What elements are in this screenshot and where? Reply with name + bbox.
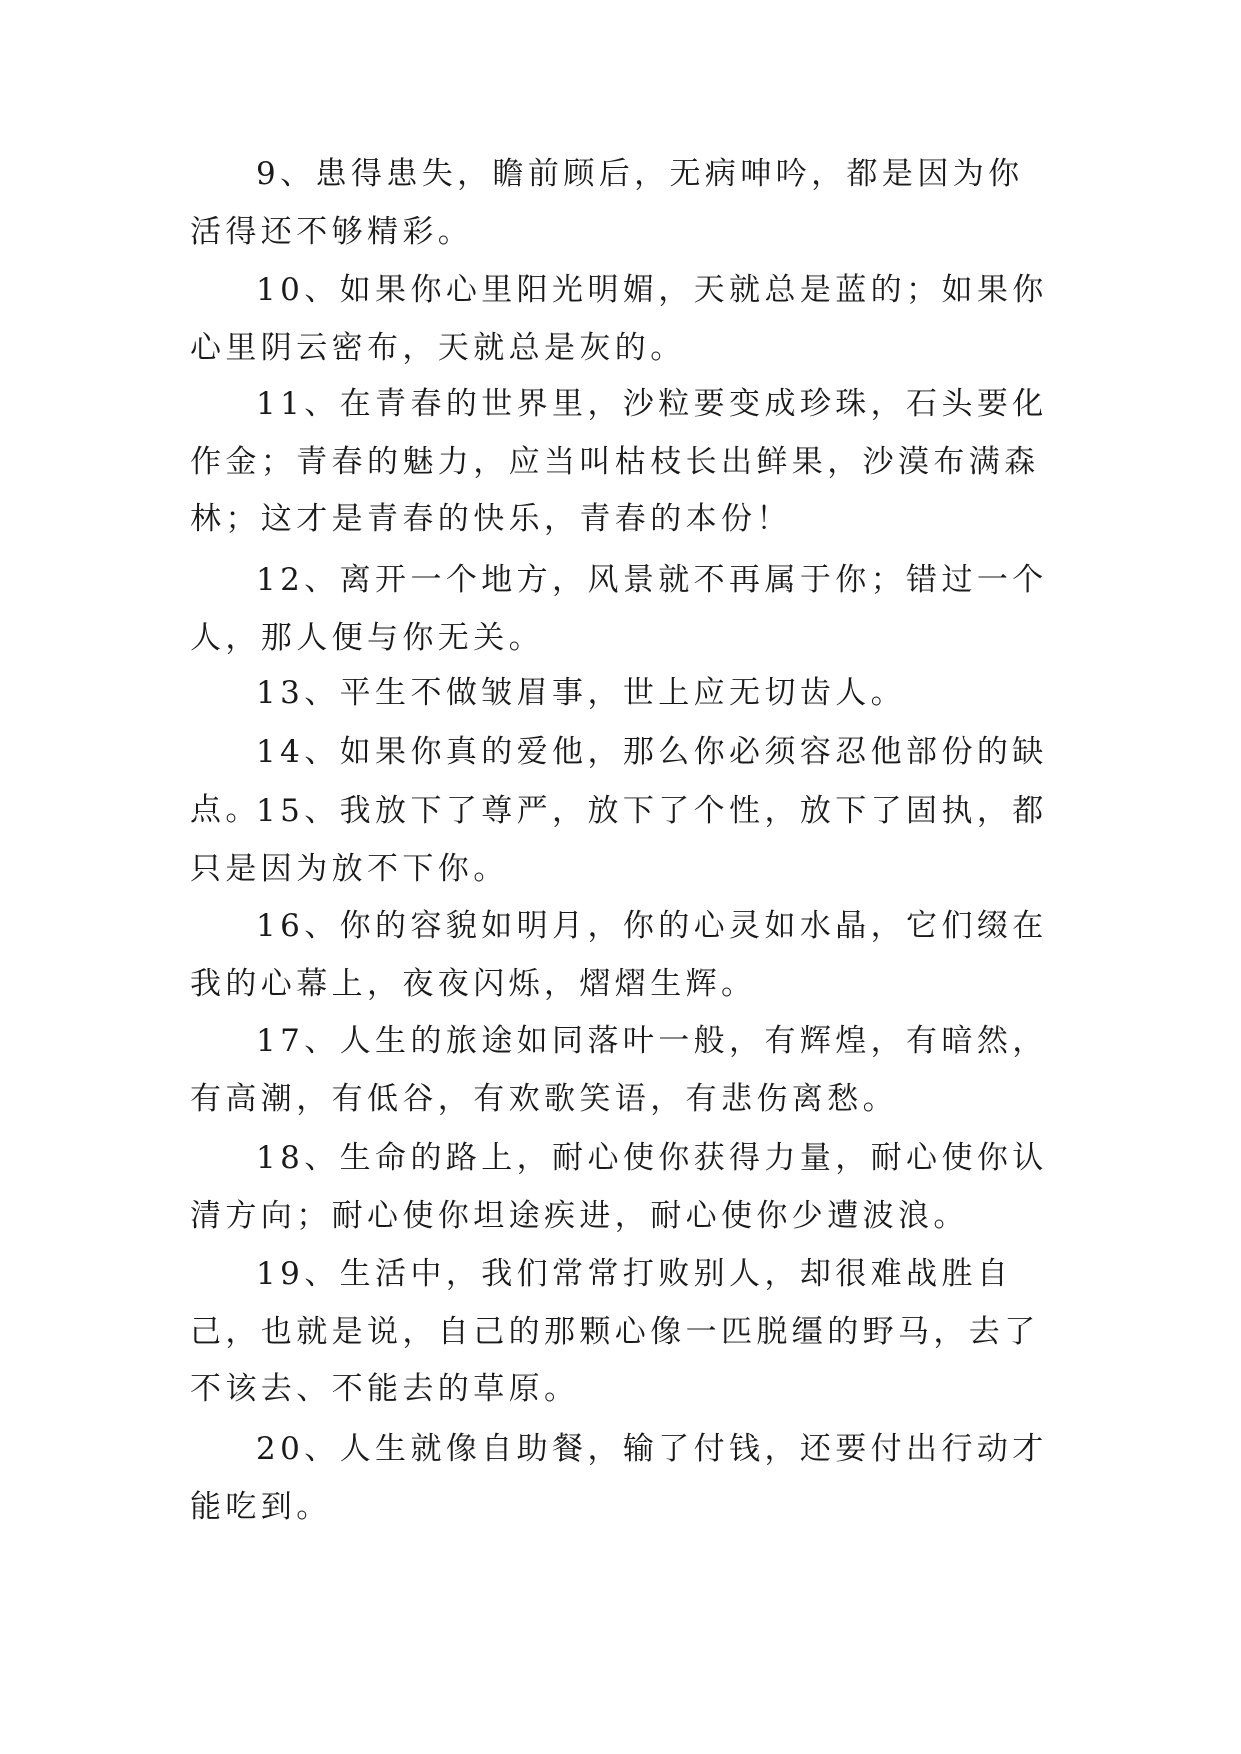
quote-paragraph-16: 16、你的容貌如明月，你的心灵如水晶，它们缀在我的心幕上，夜夜闪烁，熠熠生辉。 [190, 908, 1048, 1002]
quote-paragraph-14: 14、如果你真的爱他，那么你必须容忍他部份的缺点。 [190, 734, 1048, 828]
quote-paragraph-15: 15、我放下了尊严，放下了个性，放下了固执，都只是因为放不下你。 [190, 793, 1048, 887]
quote-paragraph-19: 19、生活中，我们常常打败别人，却很难战胜自己，也就是说，自己的那颗心像一匹脱缰的野马，去了不该去、不能去的草原。 [190, 1256, 1040, 1407]
quote-paragraph-17: 17、人生的旅途如同落叶一般，有辉煌，有暗然，有高潮，有低谷，有欢歌笑语，有悲伤离愁。 [190, 1023, 1048, 1117]
quote-paragraph-10: 10、如果你心里阳光明媚，天就总是蓝的；如果你心里阴云密布，天就总是灰的。 [190, 272, 1048, 366]
quote-paragraph-20: 20、人生就像自助餐，输了付钱，还要付出行动才能吃到。 [190, 1431, 1048, 1525]
quote-paragraph-9: 9、患得患失，瞻前顾后，无病呻吟，都是因为你活得还不够精彩。 [190, 156, 1024, 250]
quote-paragraph-18: 18、生命的路上，耐心使你获得力量，耐心使你认清方向；耐心使你坦途疾进，耐心使你少遭波浪。 [190, 1140, 1048, 1234]
quote-paragraph-11: 11、在青春的世界里，沙粒要变成珍珠，石头要化作金；青春的魅力，应当叫枯枝长出鲜果，沙漠布满森林；这才是青春的快乐，青春的本份！ [190, 386, 1048, 537]
quote-paragraph-12: 12、离开一个地方，风景就不再属于你；错过一个人，那人便与你无关。 [190, 562, 1048, 656]
quote-paragraph-13: 13、平生不做皱眉事，世上应无切齿人。 [256, 675, 907, 711]
